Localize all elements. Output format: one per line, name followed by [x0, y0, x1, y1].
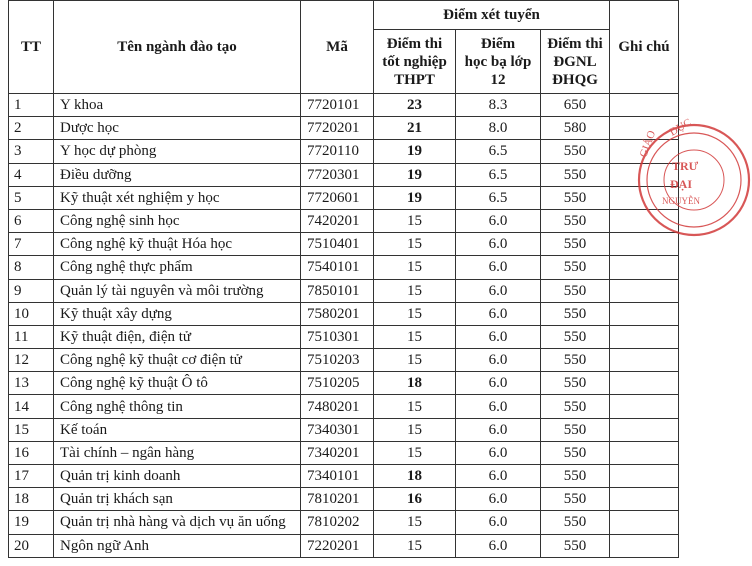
note-cell [610, 302, 679, 325]
row-number: 18 [9, 488, 54, 511]
document-page [8, 0, 700, 566]
header-thpt [374, 30, 456, 94]
score-dgnl: 550 [541, 349, 610, 372]
row-number: 2 [9, 117, 54, 140]
score-hocba: 6.0 [456, 441, 541, 464]
major-code: 7480201 [301, 395, 374, 418]
header-code: Mã [301, 1, 374, 94]
header-thpt-line2: tốt nghiệp [382, 53, 447, 70]
score-hocba: 6.0 [456, 372, 541, 395]
score-thpt: 21 [374, 117, 456, 140]
header-hocba-line1: Điểm [480, 35, 516, 52]
major-code: 7510401 [301, 233, 374, 256]
header-hocba-line2: học bạ lớp [464, 53, 532, 70]
major-code: 7220201 [301, 534, 374, 557]
header-scores-group: Điểm xét tuyển [374, 1, 610, 30]
major-code: 7810202 [301, 511, 374, 534]
note-cell [610, 279, 679, 302]
score-thpt: 15 [374, 233, 456, 256]
table-row [9, 488, 679, 511]
header-hocba [456, 30, 541, 94]
score-dgnl: 550 [541, 140, 610, 163]
table-row [9, 465, 679, 488]
row-number: 9 [9, 279, 54, 302]
row-number: 13 [9, 372, 54, 395]
score-hocba: 6.0 [456, 418, 541, 441]
note-cell [610, 256, 679, 279]
score-dgnl: 550 [541, 209, 610, 232]
score-hocba: 6.0 [456, 511, 541, 534]
header-hocba-line3: 12 [490, 71, 506, 88]
row-number: 20 [9, 534, 54, 557]
major-code: 7720110 [301, 140, 374, 163]
major-name: Công nghệ kỹ thuật cơ điện tử [54, 349, 301, 372]
table-row [9, 209, 679, 232]
major-code: 7720101 [301, 94, 374, 117]
table-row [9, 186, 679, 209]
score-hocba: 8.3 [456, 94, 541, 117]
major-name: Công nghệ kỹ thuật Hóa học [54, 233, 301, 256]
table-row [9, 372, 679, 395]
note-cell [610, 511, 679, 534]
major-name: Quản trị khách sạn [54, 488, 301, 511]
major-code: 7340101 [301, 465, 374, 488]
score-dgnl: 550 [541, 534, 610, 557]
row-number: 11 [9, 325, 54, 348]
score-dgnl: 550 [541, 256, 610, 279]
major-name: Quản lý tài nguyên và môi trường [54, 279, 301, 302]
score-dgnl: 550 [541, 511, 610, 534]
note-cell [610, 441, 679, 464]
major-name: Công nghệ thông tin [54, 395, 301, 418]
score-hocba: 6.5 [456, 186, 541, 209]
major-name: Công nghệ kỹ thuật Ô tô [54, 372, 301, 395]
table-row [9, 349, 679, 372]
major-code: 7720201 [301, 117, 374, 140]
score-dgnl: 550 [541, 418, 610, 441]
svg-text:ĐẠI: ĐẠI [670, 177, 693, 191]
score-hocba: 6.0 [456, 209, 541, 232]
score-thpt: 15 [374, 256, 456, 279]
note-cell [610, 349, 679, 372]
major-code: 7720601 [301, 186, 374, 209]
svg-text:TRƯ: TRƯ [672, 159, 699, 173]
major-name: Dược học [54, 117, 301, 140]
score-hocba: 6.0 [456, 256, 541, 279]
major-name: Y khoa [54, 94, 301, 117]
score-thpt: 18 [374, 465, 456, 488]
major-code: 7340201 [301, 441, 374, 464]
table-row [9, 94, 679, 117]
score-thpt: 19 [374, 163, 456, 186]
score-thpt: 15 [374, 209, 456, 232]
note-cell [610, 418, 679, 441]
row-number: 7 [9, 233, 54, 256]
note-cell [610, 534, 679, 557]
score-thpt: 15 [374, 302, 456, 325]
score-hocba: 6.0 [456, 349, 541, 372]
score-dgnl: 550 [541, 325, 610, 348]
score-dgnl: 550 [541, 302, 610, 325]
note-cell [610, 94, 679, 117]
score-dgnl: 550 [541, 163, 610, 186]
row-number: 19 [9, 511, 54, 534]
row-number: 15 [9, 418, 54, 441]
table-row [9, 441, 679, 464]
svg-text:DỤC: DỤC [667, 116, 694, 139]
row-number: 1 [9, 94, 54, 117]
score-dgnl: 550 [541, 441, 610, 464]
major-name: Công nghệ thực phẩm [54, 256, 301, 279]
score-thpt: 19 [374, 140, 456, 163]
score-hocba: 6.0 [456, 465, 541, 488]
score-hocba: 6.0 [456, 325, 541, 348]
score-hocba: 6.5 [456, 140, 541, 163]
table-row [9, 325, 679, 348]
major-name: Kỹ thuật xây dựng [54, 302, 301, 325]
score-hocba: 6.0 [456, 395, 541, 418]
note-cell [610, 372, 679, 395]
svg-text:NGUYỄN: NGUYỄN [662, 196, 700, 206]
major-code: 7580201 [301, 302, 374, 325]
score-thpt: 15 [374, 349, 456, 372]
score-thpt: 15 [374, 325, 456, 348]
major-name: Kế toán [54, 418, 301, 441]
score-dgnl: 550 [541, 372, 610, 395]
admission-scores-table [8, 0, 679, 558]
score-thpt: 15 [374, 418, 456, 441]
score-dgnl: 650 [541, 94, 610, 117]
major-name: Tài chính – ngân hàng [54, 441, 301, 464]
table-row [9, 256, 679, 279]
major-code: 7850101 [301, 279, 374, 302]
table-row [9, 163, 679, 186]
major-code: 7510301 [301, 325, 374, 348]
table-row [9, 511, 679, 534]
score-thpt: 16 [374, 488, 456, 511]
score-thpt: 15 [374, 511, 456, 534]
table-row [9, 233, 679, 256]
row-number: 17 [9, 465, 54, 488]
table-row [9, 117, 679, 140]
score-hocba: 6.5 [456, 163, 541, 186]
score-hocba: 6.0 [456, 488, 541, 511]
row-number: 10 [9, 302, 54, 325]
major-name: Điều dưỡng [54, 163, 301, 186]
score-hocba: 8.0 [456, 117, 541, 140]
major-code: 7810201 [301, 488, 374, 511]
note-cell [610, 395, 679, 418]
table-row [9, 302, 679, 325]
score-thpt: 18 [374, 372, 456, 395]
header-dgnl-line1: Điểm thi [547, 35, 603, 52]
red-seal-stamp [632, 118, 752, 248]
row-number: 12 [9, 349, 54, 372]
major-code: 7510205 [301, 372, 374, 395]
score-dgnl: 550 [541, 279, 610, 302]
header-thpt-line3: THPT [394, 71, 435, 88]
row-number: 14 [9, 395, 54, 418]
score-thpt: 15 [374, 279, 456, 302]
svg-text:GIÁO: GIÁO [637, 129, 659, 160]
row-number: 16 [9, 441, 54, 464]
major-code: 7540101 [301, 256, 374, 279]
table-body [9, 94, 679, 558]
major-code: 7510203 [301, 349, 374, 372]
score-hocba: 6.0 [456, 302, 541, 325]
table-row [9, 534, 679, 557]
major-code: 7720301 [301, 163, 374, 186]
major-name: Quản trị kinh doanh [54, 465, 301, 488]
row-number: 8 [9, 256, 54, 279]
score-hocba: 6.0 [456, 279, 541, 302]
score-thpt: 15 [374, 534, 456, 557]
score-thpt: 19 [374, 186, 456, 209]
score-dgnl: 550 [541, 488, 610, 511]
note-cell [610, 465, 679, 488]
major-name: Y học dự phòng [54, 140, 301, 163]
major-name: Ngôn ngữ Anh [54, 534, 301, 557]
score-dgnl: 550 [541, 395, 610, 418]
row-number: 5 [9, 186, 54, 209]
row-number: 6 [9, 209, 54, 232]
major-code: 7420201 [301, 209, 374, 232]
score-dgnl: 580 [541, 117, 610, 140]
table-row [9, 418, 679, 441]
header-major: Tên ngành đào tạo [54, 1, 301, 94]
header-thpt-line1: Điểm thi [386, 35, 443, 52]
major-code: 7340301 [301, 418, 374, 441]
table-row [9, 279, 679, 302]
score-hocba: 6.0 [456, 534, 541, 557]
row-number: 3 [9, 140, 54, 163]
table-row [9, 395, 679, 418]
note-cell [610, 325, 679, 348]
note-cell [610, 488, 679, 511]
score-dgnl: 550 [541, 186, 610, 209]
score-thpt: 23 [374, 94, 456, 117]
major-name: Kỹ thuật xét nghiệm y học [54, 186, 301, 209]
header-dgnl-line3: ĐHQG [552, 71, 598, 88]
major-name: Kỹ thuật điện, điện tử [54, 325, 301, 348]
major-name: Công nghệ sinh học [54, 209, 301, 232]
score-hocba: 6.0 [456, 233, 541, 256]
score-dgnl: 550 [541, 233, 610, 256]
header-tt: TT [9, 1, 54, 94]
score-thpt: 15 [374, 441, 456, 464]
row-number: 4 [9, 163, 54, 186]
major-name: Quản trị nhà hàng và dịch vụ ăn uống [54, 511, 301, 534]
score-dgnl: 550 [541, 465, 610, 488]
header-note: Ghi chú [610, 1, 679, 94]
table-row [9, 140, 679, 163]
header-dgnl [541, 30, 610, 94]
score-thpt: 15 [374, 395, 456, 418]
header-dgnl-line2: ĐGNL [553, 53, 597, 70]
